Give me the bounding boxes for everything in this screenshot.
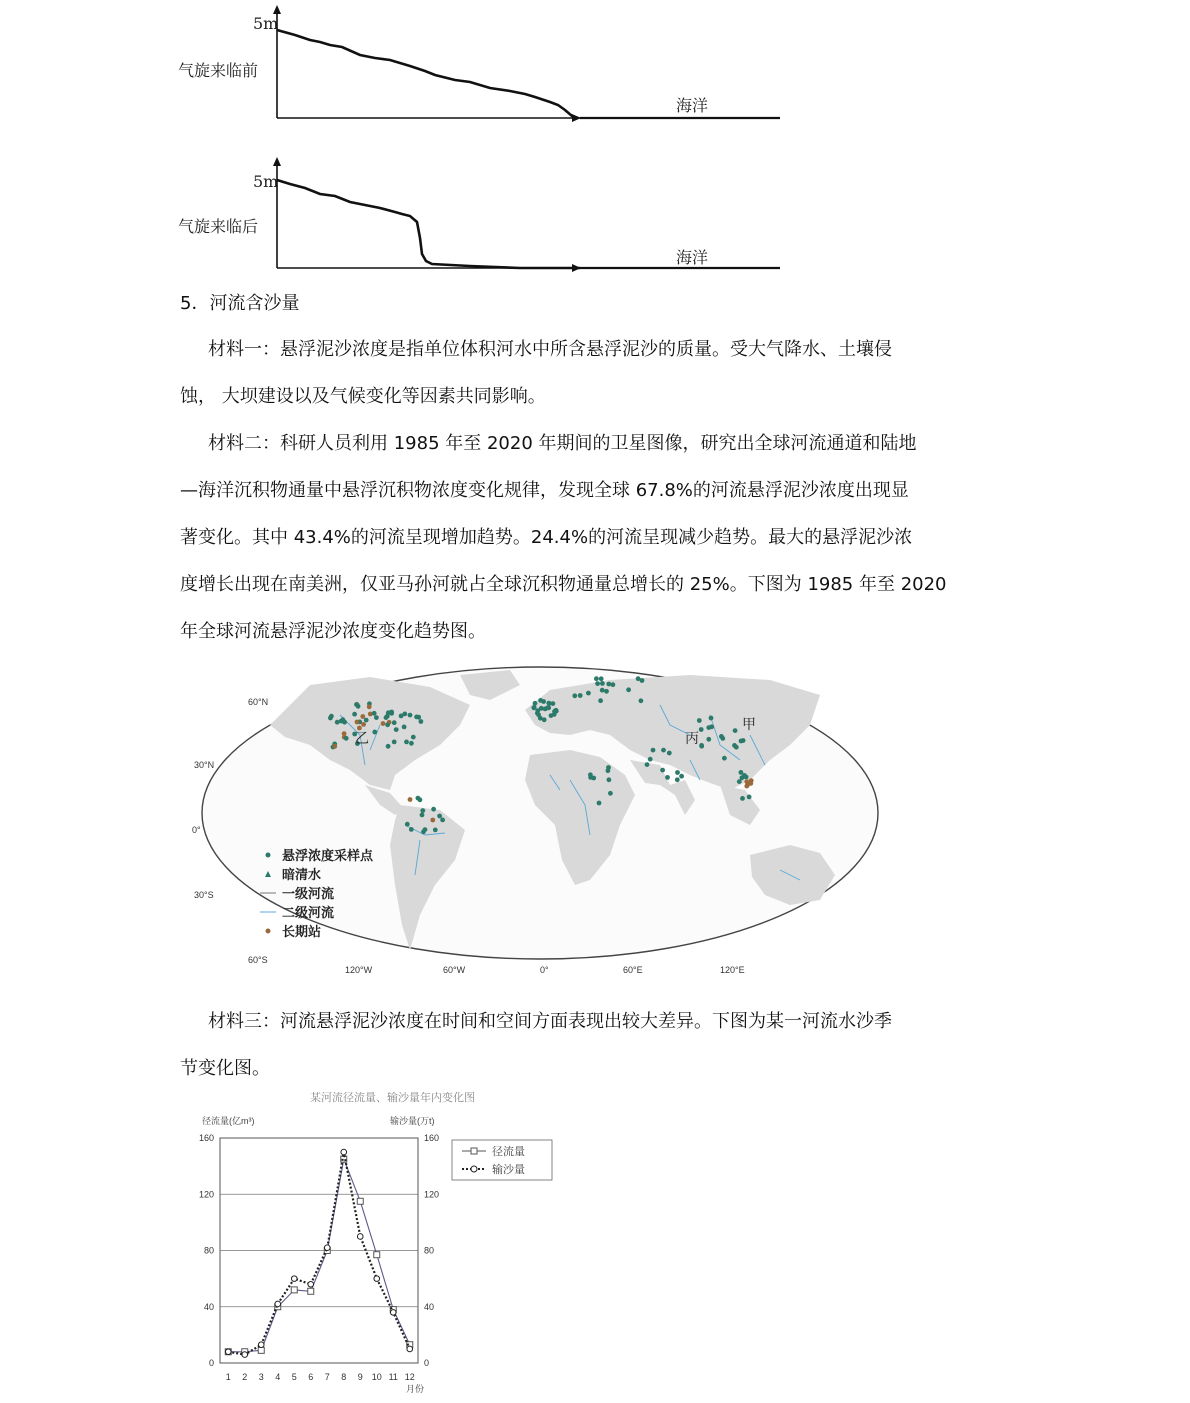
sampling-point [440, 818, 445, 823]
sampling-point [600, 688, 605, 693]
long-term-station-point [749, 778, 754, 783]
chart-xlabel: 月份 [406, 1384, 425, 1394]
sampling-point [411, 735, 416, 740]
section-heading: 5．河流含沙量 [180, 293, 300, 314]
runoff-point [308, 1288, 314, 1294]
profile-after-y-mark: 5m [253, 172, 279, 191]
x-tick: 9 [357, 1372, 363, 1382]
material-2-line-4: 度增长出现在南美洲，仅亚马孙河就占全球沉积物通量总增长的 25%。下图为 1985 年至 2020 [180, 574, 947, 595]
long-term-station-point [360, 714, 365, 719]
profile-after-label: 气旋来临后 [178, 217, 259, 236]
sampling-point [709, 724, 714, 729]
legend-sample-marker [266, 853, 271, 858]
sampling-point [586, 691, 591, 696]
sampling-point [667, 751, 672, 756]
legend-primary-river: 一级河流 [282, 886, 335, 901]
legend-clearwater: 暗清水 [282, 867, 322, 882]
sampling-point [538, 698, 543, 703]
sampling-point [599, 676, 604, 681]
sampling-point [356, 704, 361, 709]
y-tick-left: 120 [198, 1189, 214, 1200]
sampling-point [606, 682, 611, 687]
sampling-point [699, 727, 704, 732]
sampling-point [341, 717, 346, 722]
lat-label-60s: 60°S [248, 955, 268, 965]
y-tick-right: 0 [424, 1358, 430, 1368]
sampling-point [572, 693, 577, 698]
sampling-point [344, 736, 349, 741]
legend-sediment-label: 输沙量 [492, 1164, 525, 1176]
sampling-point [651, 748, 656, 753]
material-2-line-3: 著变化。其中 43.4%的河流呈现增加趋势。24.4%的河流呈现减少趋势。最大的悬浮泥沙浓 [180, 527, 913, 548]
sampling-point [636, 676, 641, 681]
sampling-point [675, 777, 680, 782]
sampling-point [697, 718, 702, 723]
material-2-line-2: —海洋沉积物通量中悬浮沉积物浓度变化规律，发现全球 67.8%的河流悬浮泥沙浓度出现显 [180, 480, 909, 501]
legend-station: 长期站 [282, 924, 322, 939]
y-axis-arrow [273, 5, 281, 14]
sampling-point [405, 822, 410, 827]
sampling-point [392, 740, 397, 745]
lon-label-120e: 120°E [720, 965, 745, 975]
sediment-point [390, 1310, 396, 1316]
sampling-point [741, 738, 746, 743]
sampling-point [645, 762, 650, 767]
sampling-point [352, 712, 357, 717]
sampling-point [608, 791, 613, 796]
sampling-point [606, 768, 611, 773]
sampling-point [665, 775, 670, 780]
x-tick: 7 [324, 1372, 330, 1382]
y-axis-arrow [273, 157, 281, 166]
lon-label-60e: 60°E [623, 965, 643, 975]
y-tick-left: 80 [203, 1245, 214, 1256]
sampling-point [747, 795, 752, 800]
sampling-point [740, 775, 745, 780]
sampling-point [421, 829, 426, 834]
lat-label-30s: 30°S [194, 890, 214, 900]
material-2-line-5: 年全球河流悬浮泥沙浓度变化趋势图。 [180, 621, 486, 642]
sampling-point [597, 801, 602, 806]
lon-label-60w: 60°W [443, 965, 466, 975]
material-1-line-2: 蚀， 大坝建设以及气候变化等因素共同影响。 [180, 386, 546, 407]
runoff-point [258, 1347, 264, 1353]
sediment-point [308, 1281, 314, 1287]
sediment-point [407, 1346, 413, 1352]
runoff-point [291, 1287, 297, 1293]
sampling-point [374, 715, 379, 720]
long-term-station-point [355, 720, 360, 725]
sampling-point [394, 727, 399, 732]
sampling-point [431, 807, 436, 812]
sampling-point [552, 709, 557, 714]
world-map-figure [190, 665, 890, 975]
y-tick-right: 40 [424, 1301, 435, 1312]
sediment-point [275, 1301, 281, 1307]
sediment-point [324, 1245, 330, 1251]
sampling-point [420, 808, 425, 813]
sampling-point [591, 776, 596, 781]
profile-after-sea-label: 海洋 [676, 248, 709, 267]
sampling-point [399, 714, 404, 719]
series-line-1 [228, 1152, 409, 1355]
y-tick-right: 120 [424, 1189, 440, 1200]
chart-ylabel-right: 输沙量(万t) [390, 1116, 435, 1126]
y-tick-left: 40 [203, 1301, 214, 1312]
long-term-station-point [408, 797, 413, 802]
x-tick: 1 [225, 1372, 231, 1382]
sediment-point [374, 1276, 380, 1282]
long-term-station-point [745, 782, 750, 787]
chart-title: 某河流径流量、输沙量年内变化图 [310, 1092, 475, 1104]
sampling-point [433, 828, 438, 833]
sampling-point [408, 713, 413, 718]
sampling-point [594, 676, 599, 681]
x-tick: 12 [404, 1372, 415, 1382]
sampling-point [734, 745, 739, 750]
sampling-point [372, 711, 377, 716]
long-term-station-point [367, 704, 372, 709]
sampling-point [679, 774, 684, 779]
region-label-yi: 乙 [355, 730, 369, 746]
sampling-point [414, 715, 419, 720]
material-3-line-1: 材料三：河流悬浮泥沙浓度在时间和空间方面表现出较大差异。下图为某一河流水沙季 [208, 1011, 892, 1032]
sampling-point [648, 757, 653, 762]
sampling-point [364, 718, 369, 723]
sampling-point [539, 706, 544, 711]
long-term-station-point [332, 744, 337, 749]
x-tick: 4 [275, 1372, 281, 1382]
legend-runoff-marker [471, 1148, 477, 1154]
material-3-line-2: 节变化图。 [180, 1058, 270, 1079]
x-tick: 11 [388, 1372, 398, 1382]
sampling-point [719, 734, 724, 739]
lon-label-120w: 120°W [345, 965, 373, 975]
sediment-point [242, 1352, 248, 1358]
material-2-line-1: 材料二：科研人员利用 1985 年至 2020 年期间的卫星图像，研究出全球河流通道和陆地 [208, 433, 917, 454]
legend-secondary-river: 二级河流 [282, 905, 335, 920]
y-tick-left: 0 [208, 1358, 214, 1368]
sampling-point [551, 701, 556, 706]
chart-ticks [199, 1133, 439, 1382]
y-tick-left: 160 [198, 1133, 214, 1143]
runoff-point [374, 1252, 380, 1258]
sampling-point [384, 715, 389, 720]
sampling-point [386, 744, 391, 749]
sampling-point [598, 698, 603, 703]
material-1-line-1: 材料一：悬浮泥沙浓度是指单位体积河水中所含悬浮泥沙的质量。受大气降水、土壤侵 [208, 339, 892, 360]
chart-series-layer [225, 1149, 413, 1357]
sampling-point [437, 814, 442, 819]
sampling-point [740, 796, 745, 801]
sampling-point [420, 813, 425, 818]
sampling-point [335, 720, 340, 725]
sampling-point [402, 725, 407, 730]
region-label-jia: 甲 [742, 716, 756, 732]
sampling-point [533, 701, 538, 706]
sampling-point [392, 720, 397, 725]
sampling-point [578, 693, 583, 698]
region-label-bing: 丙 [685, 730, 699, 746]
sampling-point [409, 741, 414, 746]
long-term-station-point [430, 818, 435, 823]
x-tick: 10 [371, 1372, 382, 1382]
y-tick-right: 160 [424, 1133, 440, 1143]
sampling-point [389, 710, 394, 715]
sampling-point [531, 705, 536, 710]
sampling-point [404, 740, 409, 745]
sediment-point [291, 1276, 297, 1282]
x-tick: 6 [308, 1372, 314, 1382]
sediment-point [258, 1342, 264, 1348]
sampling-point [722, 756, 727, 761]
sampling-point [372, 730, 377, 735]
world-map-svg [190, 665, 890, 975]
terrain-profile-before [277, 30, 578, 118]
sampling-point [545, 706, 550, 711]
x-tick: 8 [341, 1372, 347, 1382]
sampling-point [600, 681, 605, 686]
sampling-point [661, 748, 666, 753]
sediment-point [225, 1349, 231, 1355]
sediment-point [357, 1234, 363, 1240]
sampling-point [416, 796, 421, 801]
sampling-point [660, 768, 665, 773]
chart-grid [220, 1138, 418, 1363]
lat-label-0: 0° [192, 825, 201, 835]
lat-label-60n: 60°N [248, 697, 269, 707]
sampling-point [419, 719, 424, 724]
profile-before-sea-label: 海洋 [676, 96, 709, 115]
sampling-point [385, 722, 390, 727]
legend-runoff-label: 径流量 [492, 1146, 525, 1158]
sampling-point [675, 770, 680, 775]
sampling-point [744, 775, 749, 780]
y-tick-right: 80 [424, 1245, 435, 1256]
sampling-point [595, 681, 600, 686]
terrain-profile-after [277, 180, 580, 268]
x-tick: 2 [242, 1372, 248, 1382]
sampling-point [699, 743, 704, 748]
lat-label-30n: 30°N [194, 760, 215, 770]
long-term-station-point [381, 721, 386, 726]
sampling-point [607, 777, 612, 782]
sampling-point [626, 687, 631, 692]
seasonal-chart [180, 1092, 580, 1399]
sampling-point [604, 689, 609, 694]
chart-ylabel-left: 径流量(亿m³) [202, 1116, 255, 1126]
sampling-point [538, 716, 543, 721]
x-tick: 3 [258, 1372, 264, 1382]
sampling-point [328, 716, 333, 721]
series-line-0 [228, 1159, 409, 1352]
sediment-point [341, 1149, 347, 1155]
sampling-point [409, 827, 414, 832]
legend-sediment-marker [471, 1166, 477, 1172]
lon-label-0: 0° [540, 965, 549, 975]
sampling-point [611, 682, 616, 687]
seasonal-chart-svg [180, 1092, 580, 1399]
sampling-point [639, 698, 644, 703]
profile-before-label: 气旋来临前 [178, 61, 259, 80]
sampling-point [733, 728, 738, 733]
x-tick: 5 [291, 1372, 297, 1382]
legend-sample: 悬浮浓度采样点 [282, 848, 374, 863]
runoff-point [357, 1198, 363, 1204]
legend-station-marker [266, 929, 271, 934]
profile-before-y-mark: 5m [253, 14, 279, 33]
sampling-point [706, 737, 711, 742]
sampling-point [709, 716, 714, 721]
